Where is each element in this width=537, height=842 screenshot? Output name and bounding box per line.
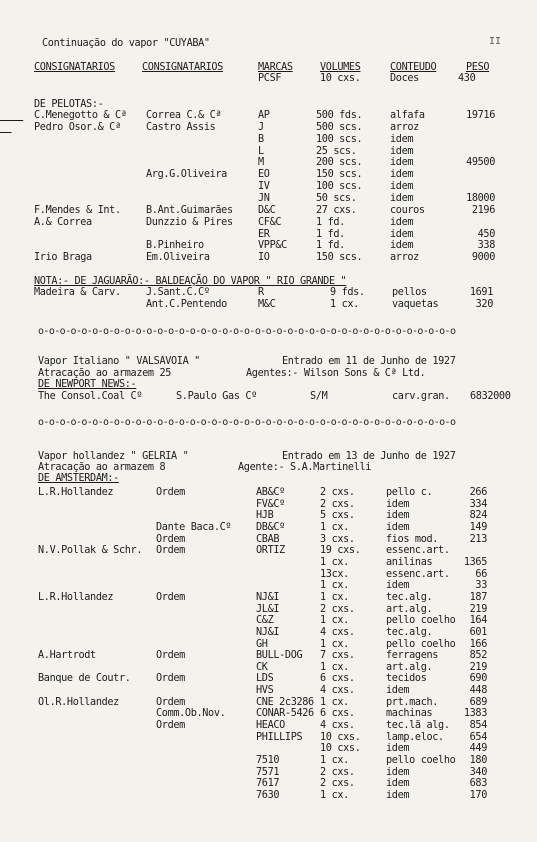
cell-mark: J: [258, 121, 264, 133]
cell-mark: HVS: [256, 685, 274, 696]
cell-weight: 149: [469, 522, 487, 533]
vessel2-origin: DE AMSTERDAM:-: [38, 473, 119, 484]
cell-mark: JN: [258, 192, 270, 204]
cell-contents: idem: [390, 216, 414, 228]
cell-volumes: 150 scs.: [316, 169, 363, 181]
table-row: [0, 487, 537, 499]
cell-volumes: 1 cx.: [320, 661, 349, 673]
cell-contents: idem: [386, 778, 410, 790]
cell-consignee: Arg.G.Oliveira: [146, 169, 227, 181]
table-row: [0, 122, 537, 134]
cell-volumes: 2 cxs.: [320, 766, 355, 778]
table-row: [0, 708, 537, 720]
cell-mark: B: [258, 133, 264, 145]
cell-consignee: Correa C.& Cª: [146, 110, 222, 121]
corner-mark: II: [488, 36, 501, 47]
header-marks: MARCAS: [258, 62, 293, 73]
cell-contents: idem: [390, 133, 414, 145]
cell-volumes: 500 fds.: [316, 110, 363, 121]
cell-volumes: 4 cxs.: [320, 626, 355, 638]
cell-mark: DB&Cº: [256, 522, 285, 533]
vessel2-agents: Agente:- S.A.Martinelli: [238, 462, 372, 473]
cell-weight: 187: [469, 591, 487, 603]
cell-consignor: A.& Correa: [34, 216, 92, 228]
cell-mark: CF&C: [258, 216, 282, 228]
cell-weight: 49500: [466, 157, 495, 169]
cell-mark: ORTIZ: [256, 545, 285, 557]
cell-contents: idem: [386, 580, 410, 592]
cell-contents: idem: [386, 522, 410, 533]
table-row: [0, 522, 537, 534]
table-row: [0, 767, 537, 779]
cell-mark: 7630: [256, 789, 280, 801]
cell-weight: 601: [469, 626, 487, 638]
cell-consignee: Ordem: [156, 533, 185, 545]
cell-mark: BULL-DOG: [256, 650, 303, 662]
cell-consignee: Castro Assis: [146, 121, 216, 133]
cell-contents: tec.lã alg.: [386, 720, 450, 731]
cell-consignee: Comm.Ob.Nov.: [156, 708, 226, 720]
cell-contents: machinas: [386, 708, 433, 720]
cell-contents: tec.alg.: [386, 591, 433, 603]
cell-volumes: 1 cx.: [320, 591, 349, 603]
cell-volumes: 500 scs.: [316, 121, 363, 133]
table-row: [0, 639, 537, 651]
cell-weight: 19716: [466, 110, 495, 121]
vessel1-mark: S/M: [310, 391, 328, 402]
table-row: [0, 240, 537, 252]
cell-contents: tecidos: [386, 673, 427, 685]
cell-volumes: 13cx.: [320, 568, 349, 580]
table-row: [0, 569, 537, 581]
cell-contents: idem: [386, 766, 410, 778]
vessel1-title-line: [0, 356, 537, 368]
cell-mark: VPP&C: [258, 240, 287, 252]
cell-volumes: 1 cx.: [320, 580, 349, 592]
cell-mark: GH: [256, 638, 268, 650]
table-row: [0, 217, 537, 229]
cell-consignee: Ant.C.Pentendo: [146, 298, 227, 310]
vessel1-consignor: The Consol.Coal Cº: [38, 391, 143, 402]
cell-contents: idem: [386, 498, 410, 510]
cell-volumes: 25 scs.: [316, 145, 357, 157]
cell-mark: HJB: [256, 510, 274, 522]
cell-contents: idem: [390, 181, 414, 193]
cell-consignor: Pedro Osor.& Cª: [34, 121, 121, 133]
cell-contents: pello coelho: [386, 615, 456, 627]
table-row: [0, 205, 537, 217]
vessel2-entry: Entrado em 13 de Junho de 1927: [282, 451, 456, 462]
cell-mark: M&C: [258, 298, 276, 310]
cell-weight: 9000: [471, 252, 495, 264]
cell-consignor: A.Hartrodt: [38, 650, 96, 662]
separator-2: o-o-o-o-o-o-o-o-o-o-o-o-o-o-o-o-o-o-o-o-o-o-o-o-o-o-o-o-o-o-o-o-o-o-o-o-o-o-o: [38, 417, 456, 428]
cell-consignee: Dunzzio & Pires: [146, 216, 233, 228]
cell-volumes: 100 scs.: [316, 181, 363, 193]
cell-weight: 449: [469, 743, 487, 755]
cell-volumes: 200 scs.: [316, 157, 363, 169]
cell-mark: LDS: [256, 673, 274, 685]
table-row: [0, 193, 537, 205]
header-extra-row: [0, 73, 537, 85]
cell-volumes: 1 fd.: [316, 240, 345, 252]
cell-weight: 689: [469, 696, 487, 708]
cell-volumes: 150 scs.: [316, 252, 363, 264]
cell-contents: idem: [390, 157, 414, 169]
header-consignee: CONSIGNATARIOS: [142, 62, 223, 73]
cell-mark: 7617: [256, 778, 280, 790]
cell-weight: 654: [469, 731, 487, 743]
cell-contents: art.alg.: [386, 603, 433, 615]
table-row: [0, 673, 537, 685]
cell-volumes: 9 fds.: [330, 287, 365, 298]
cell-consignor: L.R.Hollandez: [38, 487, 114, 498]
cell-consignee: B.Ant.Guimarães: [146, 204, 233, 216]
cell-volumes: 1 cx.: [320, 638, 349, 650]
table-row: [0, 615, 537, 627]
cell-mark: PHILLIPS: [256, 731, 303, 743]
section-rio: NOTA:- DE JAGUARÃO:- BALDEAÇÃO DO VAPOR " RIO GRANDE ": [34, 276, 347, 287]
cell-mark: R: [258, 287, 264, 298]
table-row: [0, 510, 537, 522]
cell-weight: 164: [469, 615, 487, 627]
cell-consignor: L.R.Hollandez: [38, 591, 114, 603]
cell-volumes: 6 cxs.: [320, 708, 355, 720]
cell-mark: AP: [258, 110, 270, 121]
cell-weight: 66: [475, 568, 487, 580]
table-row: [0, 790, 537, 802]
cell-contents: idem: [390, 192, 414, 204]
table-row: [0, 157, 537, 169]
table-row: [0, 557, 537, 569]
cell-mark: D&C: [258, 204, 276, 216]
cell-consignor: Madeira & Carv.: [34, 287, 121, 298]
table-row: [0, 580, 537, 592]
cell-contents: idem: [386, 743, 410, 755]
cell-contents: art.alg.: [386, 661, 433, 673]
cell-volumes: 4 cxs.: [320, 685, 355, 696]
cell-weight: 450: [477, 228, 495, 240]
cell-contents: prt.mach.: [386, 696, 439, 708]
table-row: [0, 287, 537, 299]
cell-contents: arroz: [390, 252, 419, 264]
cell-mark: AB&Cº: [256, 487, 285, 498]
table-row: [0, 110, 537, 122]
header-consignor: CONSIGNATARIOS: [34, 62, 115, 73]
cell-mark: CNE 2c3286: [256, 696, 314, 708]
cell-consignor: Ol.R.Hollandez: [38, 696, 119, 708]
document-title: Continuação do vapor "CUYABA": [42, 38, 210, 49]
table-row: [0, 534, 537, 546]
cell-weight: 18000: [466, 192, 495, 204]
table-row: [0, 685, 537, 697]
cell-weight: 338: [477, 240, 495, 252]
table-row: [0, 499, 537, 511]
header-volumes: VOLUMES: [320, 62, 361, 73]
cell-mark: IV: [258, 181, 270, 193]
cell-weight: 180: [469, 755, 487, 766]
table-row: [0, 778, 537, 790]
cell-weight: 448: [469, 685, 487, 696]
cell-mark: 7510: [256, 755, 280, 766]
cell-volumes: 1 cx.: [320, 789, 349, 801]
separator-1: o-o-o-o-o-o-o-o-o-o-o-o-o-o-o-o-o-o-o-o-o-o-o-o-o-o-o-o-o-o-o-o-o-o-o-o-o-o-o: [38, 326, 456, 337]
cell-weight: 852: [469, 650, 487, 662]
table-row: [0, 169, 537, 181]
cell-contents: anilinas: [386, 556, 433, 568]
cell-consignee: Ordem: [156, 545, 185, 557]
vessel1-agents: Agentes:- Wilson Sons & Cª Ltd.: [246, 368, 426, 379]
cell-contents: lamp.eloc.: [386, 731, 444, 743]
table-row: [0, 732, 537, 744]
cell-weight: 340: [469, 766, 487, 778]
cell-consignee: Ordem: [156, 591, 185, 603]
cell-mark: NJ&I: [256, 591, 280, 603]
cell-volumes: 1 cx.: [320, 755, 349, 766]
cell-weight: 334: [469, 498, 487, 510]
cell-mark: FV&Cº: [256, 498, 285, 510]
cell-volumes: 1 cx.: [320, 556, 349, 568]
cell-weight: 219: [469, 661, 487, 673]
cell-consignor: F.Mendes & Int.: [34, 204, 121, 216]
table-row: [0, 755, 537, 767]
cell-weight: 166: [469, 638, 487, 650]
cell-weight: 683: [469, 778, 487, 790]
table-row: [0, 146, 537, 158]
vessel2-origin-line: [0, 473, 537, 485]
cell-contents: pello coelho: [386, 638, 456, 650]
cell-volumes: 3 cxs.: [320, 533, 355, 545]
vessel2-berth: Atracação ao armazem 8: [38, 462, 166, 473]
cell-consignee: Ordem: [156, 720, 185, 731]
cell-contents: arroz: [390, 121, 419, 133]
header-extra-marca: PCSF: [258, 73, 282, 84]
cell-volumes: 1 cx.: [320, 522, 349, 533]
cell-volumes: 27 cxs.: [316, 204, 357, 216]
cell-volumes: 1 cx.: [320, 615, 349, 627]
cell-weight: 824: [469, 510, 487, 522]
header-extra-weight: 430: [458, 73, 476, 84]
cell-volumes: 19 cxs.: [320, 545, 361, 557]
section-pelotas: DE PELOTAS:-: [34, 99, 104, 110]
cell-contents: essenc.art.: [386, 568, 450, 580]
cell-mark: L: [258, 145, 264, 157]
cell-consignee: Dante Baca.Cº: [156, 522, 232, 533]
header-extra-contents: Doces: [390, 73, 419, 84]
cell-volumes: 10 cxs.: [320, 743, 361, 755]
table-row: [0, 743, 537, 755]
cell-volumes: 6 cxs.: [320, 673, 355, 685]
table-row: [0, 299, 537, 311]
cell-consignee: Ordem: [156, 650, 185, 662]
cell-consignee: Em.Oliveira: [146, 252, 210, 264]
cell-consignor: C.Menegotto & Cª: [34, 110, 127, 121]
cell-weight: 219: [469, 603, 487, 615]
cell-contents: idem: [390, 228, 414, 240]
table-row: [0, 697, 537, 709]
cell-weight: 854: [469, 720, 487, 731]
header-weight: PESO: [466, 62, 490, 73]
cell-contents: idem: [390, 145, 414, 157]
cell-contents: tec.alg.: [386, 626, 433, 638]
vessel1-berth: Atracação ao armazem 25: [38, 368, 172, 379]
document-title-line: [0, 38, 537, 50]
cell-volumes: 4 cxs.: [320, 720, 355, 731]
cell-weight: 170: [469, 789, 487, 801]
cell-weight: 2196: [471, 204, 495, 216]
cell-mark: ER: [258, 228, 270, 240]
cell-mark: IO: [258, 252, 270, 264]
cell-mark: EO: [258, 169, 270, 181]
table-row: [0, 545, 537, 557]
table-row: [0, 229, 537, 241]
cell-mark: HEACO: [256, 720, 285, 731]
cell-volumes: 2 cxs.: [320, 487, 355, 498]
vessel2-title: Vapor hollandez " GELRIA ": [38, 451, 189, 462]
vessel1-consignee: S.Paulo Gas Cº: [176, 391, 257, 402]
cell-consignee: Ordem: [156, 696, 185, 708]
table-row: [0, 604, 537, 616]
header-contents: CONTEUDO: [390, 62, 437, 73]
table-row: [0, 662, 537, 674]
cell-volumes: 1 cx.: [320, 696, 349, 708]
cell-consignor: Banque de Coutr.: [38, 673, 131, 685]
cell-volumes: 1 cx.: [330, 298, 359, 310]
cell-mark: JL&I: [256, 603, 280, 615]
vessel1-entry: Entrado em 11 de Junho de 1927: [282, 356, 456, 367]
cell-contents: idem: [386, 685, 410, 696]
cell-contents: pellos: [392, 287, 427, 298]
cell-contents: idem: [390, 169, 414, 181]
vessel1-origin: DE NEWPORT NEWS:-: [38, 379, 137, 390]
table-row: [0, 181, 537, 193]
cell-mark: M: [258, 157, 264, 169]
cell-mark: CONAR-5426: [256, 708, 314, 720]
cell-weight: 213: [469, 533, 487, 545]
cell-mark: 7571: [256, 766, 280, 778]
cell-contents: ferragens: [386, 650, 439, 662]
cell-contents: alfafa: [390, 110, 425, 121]
table-row: [0, 720, 537, 732]
cell-consignee: Ordem: [156, 487, 185, 498]
cell-weight: 33: [475, 580, 487, 592]
cell-contents: idem: [386, 789, 410, 801]
cell-contents: vaquetas: [392, 298, 439, 310]
cell-volumes: 100 scs.: [316, 133, 363, 145]
vessel1-row: [0, 391, 537, 403]
cell-contents: couros: [390, 204, 425, 216]
cell-contents: pello c.: [386, 487, 433, 498]
cell-mark: NJ&I: [256, 626, 280, 638]
cell-volumes: 2 cxs.: [320, 778, 355, 790]
cell-contents: idem: [386, 510, 410, 522]
cell-volumes: 2 cxs.: [320, 603, 355, 615]
cell-contents: fios mod.: [386, 533, 439, 545]
cell-weight: 690: [469, 673, 487, 685]
cell-consignee: B.Pinheiro: [146, 240, 204, 252]
cell-mark: C&Z: [256, 615, 274, 627]
cell-volumes: 7 cxs.: [320, 650, 355, 662]
cell-contents: idem: [390, 240, 414, 252]
cell-volumes: 5 cxs.: [320, 510, 355, 522]
cell-volumes: 50 scs.: [316, 192, 357, 204]
header-extra-volumes: 10 cxs.: [320, 73, 361, 84]
vessel1-origin-line: [0, 379, 537, 391]
table-row: [0, 650, 537, 662]
cell-volumes: 1 fd.: [316, 216, 345, 228]
cell-mark: CK: [256, 661, 268, 673]
cell-contents: essenc.art.: [386, 545, 450, 557]
cell-volumes: 1 fd.: [316, 228, 345, 240]
vessel1-weight: 6832000: [470, 391, 511, 402]
table-row: [0, 134, 537, 146]
cell-weight: 266: [469, 487, 487, 498]
cell-weight: 1365: [463, 556, 487, 568]
cell-contents: pello coelho: [386, 755, 456, 766]
cell-volumes: 2 cxs.: [320, 498, 355, 510]
vessel1-title: Vapor Italiano " VALSAVOIA ": [38, 356, 200, 367]
table-row: [0, 592, 537, 604]
cell-weight: 1383: [463, 708, 487, 720]
table-row: [0, 252, 537, 264]
cell-consignor: N.V.Pollak & Schr.: [38, 545, 143, 557]
cell-weight: 320: [475, 298, 493, 310]
cell-consignee: J.Sant.C.Cº: [146, 287, 210, 298]
vessel1-contents: carv.gran.: [392, 391, 450, 402]
cell-mark: CBAB: [256, 533, 280, 545]
table-row: [0, 627, 537, 639]
cell-volumes: 10 cxs.: [320, 731, 361, 743]
cell-consignor: Irio Braga: [34, 252, 92, 264]
cell-weight: 1691: [469, 287, 493, 298]
cell-consignee: Ordem: [156, 673, 185, 685]
